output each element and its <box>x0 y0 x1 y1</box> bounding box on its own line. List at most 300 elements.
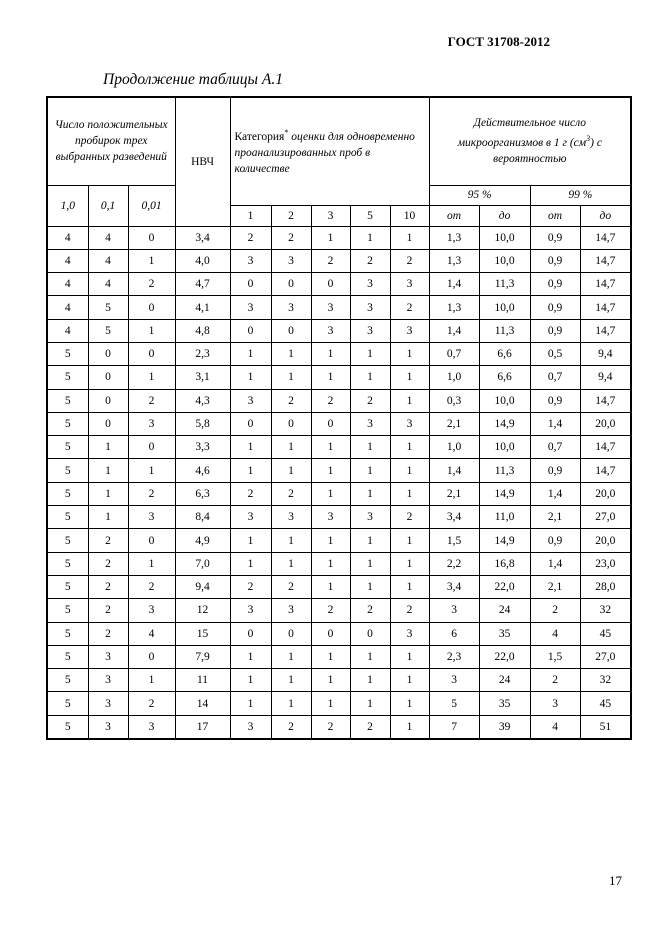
table-cell: 0 <box>311 622 350 645</box>
table-cell: 1 <box>350 645 390 668</box>
table-cell: 11 <box>175 669 230 692</box>
table-cell: 2 <box>271 389 311 412</box>
table-cell: 14,7 <box>580 249 631 272</box>
table-cell: 5 <box>47 529 88 552</box>
table-cell: 1 <box>390 366 429 389</box>
table-cell: 10,0 <box>479 226 530 249</box>
table-cell: 2 <box>390 599 429 622</box>
header-nvch: НВЧ <box>175 97 230 226</box>
table-cell: 3 <box>530 692 580 715</box>
table-row <box>47 366 631 389</box>
table-cell: 4 <box>47 296 88 319</box>
table-cell: 9,4 <box>580 342 631 365</box>
sample-count-10: 10 <box>390 205 429 226</box>
table-cell: 1 <box>350 226 390 249</box>
table-cell: 1 <box>128 552 175 575</box>
header-actual-count <box>429 97 631 185</box>
table-cell: 3 <box>271 249 311 272</box>
table-cell: 2 <box>271 715 311 739</box>
table-cell: 0 <box>88 389 128 412</box>
table-cell: 0,5 <box>530 342 580 365</box>
table-cell: 4,1 <box>175 296 230 319</box>
table-cell: 3 <box>128 599 175 622</box>
table-cell: 0,9 <box>530 319 580 342</box>
table-cell: 3 <box>128 506 175 529</box>
table-cell: 17 <box>175 715 230 739</box>
table-cell: 4 <box>47 273 88 296</box>
table-row <box>47 622 631 645</box>
table-cell: 1 <box>230 645 271 668</box>
table-cell: 0 <box>128 226 175 249</box>
table-cell: 1 <box>390 482 429 505</box>
table-cell: 1 <box>311 692 350 715</box>
table-cell: 1 <box>350 436 390 459</box>
table-cell: 11,3 <box>479 459 530 482</box>
header-positive-tubes: Число положительных пробирок трех выбранных разведений <box>47 97 175 185</box>
table-cell: 2 <box>311 389 350 412</box>
table-cell: 1 <box>390 552 429 575</box>
table-cell: 1 <box>271 342 311 365</box>
table-cell: 3 <box>88 645 128 668</box>
dilution-0-1: 0,1 <box>88 185 128 226</box>
table-cell: 3 <box>350 506 390 529</box>
table-cell: 2 <box>390 296 429 319</box>
table-cell: 2 <box>390 506 429 529</box>
table-cell: 3,1 <box>175 366 230 389</box>
table-row <box>47 459 631 482</box>
table-cell: 2,3 <box>429 645 479 668</box>
table-cell: 27,0 <box>580 506 631 529</box>
table-cell: 2 <box>390 249 429 272</box>
table-cell: 4 <box>128 622 175 645</box>
table-cell: 1 <box>311 669 350 692</box>
table-cell: 4 <box>530 715 580 739</box>
table-row <box>47 552 631 575</box>
table-cell: 35 <box>479 622 530 645</box>
table-cell: 5 <box>47 622 88 645</box>
table-cell: 3,4 <box>429 506 479 529</box>
table-row <box>47 319 631 342</box>
table-cell: 1 <box>230 342 271 365</box>
table-cell: 1 <box>390 575 429 598</box>
table-cell: 10,0 <box>479 249 530 272</box>
table-cell: 2 <box>271 575 311 598</box>
table-cell: 3 <box>128 715 175 739</box>
table-cell: 0,3 <box>429 389 479 412</box>
table-cell: 11,0 <box>479 506 530 529</box>
table-cell: 1 <box>311 366 350 389</box>
table-cell: 2 <box>350 715 390 739</box>
table-cell: 3 <box>88 669 128 692</box>
table-cell: 1 <box>311 645 350 668</box>
table-cell: 3 <box>311 296 350 319</box>
table-cell: 14,7 <box>580 273 631 296</box>
table-cell: 1 <box>230 669 271 692</box>
sample-count-3: 3 <box>311 205 350 226</box>
table-row <box>47 273 631 296</box>
table-cell: 5 <box>47 692 88 715</box>
table-cell: 7 <box>429 715 479 739</box>
table-cell: 6,6 <box>479 342 530 365</box>
table-cell: 1 <box>88 436 128 459</box>
table-cell: 1 <box>390 342 429 365</box>
table-cell: 1,3 <box>429 296 479 319</box>
mpn-table <box>46 96 632 740</box>
table-cell: 0 <box>271 273 311 296</box>
table-cell: 3 <box>88 715 128 739</box>
table-cell: 5 <box>47 342 88 365</box>
dilution-1-0: 1,0 <box>47 185 88 226</box>
table-cell: 4 <box>88 273 128 296</box>
table-cell: 1 <box>271 366 311 389</box>
table-cell: 1 <box>350 575 390 598</box>
table-cell: 1 <box>128 669 175 692</box>
table-cell: 3 <box>88 692 128 715</box>
table-row <box>47 436 631 459</box>
table-cell: 1 <box>311 436 350 459</box>
table-cell: 28,0 <box>580 575 631 598</box>
table-cell: 5 <box>47 552 88 575</box>
table-cell: 5 <box>47 645 88 668</box>
table-cell: 5 <box>88 296 128 319</box>
table-cell: 1 <box>128 249 175 272</box>
table-cell: 1 <box>271 529 311 552</box>
table-cell: 4 <box>47 226 88 249</box>
table-cell: 16,8 <box>479 552 530 575</box>
table-cell: 3 <box>230 506 271 529</box>
table-cell: 2 <box>271 226 311 249</box>
table-cell: 0,7 <box>530 436 580 459</box>
table-cell: 1 <box>390 715 429 739</box>
table-cell: 1,0 <box>429 366 479 389</box>
table-cell: 14,7 <box>580 319 631 342</box>
table-cell: 4,3 <box>175 389 230 412</box>
prob-99-header: 99 % <box>530 185 631 205</box>
table-cell: 2 <box>350 599 390 622</box>
table-cell: 7,9 <box>175 645 230 668</box>
table-cell: 2 <box>350 249 390 272</box>
table-cell: 5 <box>47 715 88 739</box>
table-cell: 1 <box>271 552 311 575</box>
table-caption: Продолжение таблицы А.1 <box>103 71 284 88</box>
header-category <box>230 97 429 205</box>
table-cell: 1 <box>128 319 175 342</box>
table-cell: 1 <box>311 575 350 598</box>
sample-count-1: 1 <box>230 205 271 226</box>
table-cell: 2 <box>530 599 580 622</box>
table-cell: 5 <box>88 319 128 342</box>
table-cell: 2 <box>128 575 175 598</box>
table-cell: 11,3 <box>479 273 530 296</box>
table-cell: 1 <box>271 669 311 692</box>
table-row <box>47 692 631 715</box>
table-cell: 1 <box>390 459 429 482</box>
table-cell: 20,0 <box>580 412 631 435</box>
table-cell: 14,7 <box>580 296 631 319</box>
table-cell: 1,5 <box>530 645 580 668</box>
table-cell: 1 <box>128 459 175 482</box>
table-cell: 5 <box>47 459 88 482</box>
table-cell: 1 <box>350 459 390 482</box>
table-cell: 0 <box>271 622 311 645</box>
table-cell: 32 <box>580 599 631 622</box>
table-cell: 4 <box>47 249 88 272</box>
table-cell: 0 <box>230 622 271 645</box>
from-99-header: от <box>530 205 580 226</box>
table-cell: 14,9 <box>479 529 530 552</box>
table-cell: 45 <box>580 622 631 645</box>
table-cell: 2,1 <box>429 412 479 435</box>
table-cell: 14,7 <box>580 389 631 412</box>
table-cell: 1 <box>271 459 311 482</box>
table-cell: 1,5 <box>429 529 479 552</box>
table-cell: 3,4 <box>175 226 230 249</box>
table-cell: 3 <box>390 622 429 645</box>
table-cell: 5 <box>47 389 88 412</box>
table-cell: 4,0 <box>175 249 230 272</box>
table-cell: 1,0 <box>429 436 479 459</box>
dilution-0-01: 0,01 <box>128 185 175 226</box>
table-cell: 1 <box>390 226 429 249</box>
prob-95-header: 95 % <box>429 185 530 205</box>
table-row <box>47 506 631 529</box>
header-actual-sup: 3 <box>586 134 591 144</box>
table-cell: 1 <box>350 669 390 692</box>
table-cell: 3 <box>230 599 271 622</box>
table-cell: 0,9 <box>530 389 580 412</box>
table-cell: 3 <box>271 296 311 319</box>
table-cell: 10,0 <box>479 296 530 319</box>
table-cell: 14,7 <box>580 436 631 459</box>
table-row <box>47 715 631 739</box>
table-cell: 0,9 <box>530 249 580 272</box>
table-cell: 2 <box>88 599 128 622</box>
table-cell: 3 <box>230 715 271 739</box>
table-cell: 3 <box>350 273 390 296</box>
table-row <box>47 599 631 622</box>
table-cell: 6 <box>429 622 479 645</box>
table-cell: 3 <box>429 599 479 622</box>
table-cell: 1,4 <box>530 412 580 435</box>
table-cell: 1 <box>271 692 311 715</box>
table-cell: 0 <box>230 319 271 342</box>
table-cell: 24 <box>479 669 530 692</box>
sample-count-2: 2 <box>271 205 311 226</box>
table-cell: 10,0 <box>479 436 530 459</box>
table-cell: 4,6 <box>175 459 230 482</box>
table-cell: 3 <box>230 249 271 272</box>
table-cell: 3 <box>271 506 311 529</box>
table-cell: 3 <box>390 412 429 435</box>
table-cell: 2,3 <box>175 342 230 365</box>
table-cell: 1 <box>230 366 271 389</box>
table-cell: 27,0 <box>580 645 631 668</box>
table-row <box>47 669 631 692</box>
table-cell: 0 <box>230 412 271 435</box>
table-cell: 3 <box>230 389 271 412</box>
table-cell: 2,1 <box>530 506 580 529</box>
table-cell: 1,4 <box>530 482 580 505</box>
table-cell: 2 <box>128 692 175 715</box>
table-row <box>47 529 631 552</box>
table-cell: 0 <box>350 622 390 645</box>
table-cell: 2 <box>88 552 128 575</box>
table-cell: 20,0 <box>580 529 631 552</box>
table-body <box>47 226 631 739</box>
table-cell: 0 <box>271 412 311 435</box>
table-cell: 0,9 <box>530 296 580 319</box>
table-cell: 1 <box>230 692 271 715</box>
table-cell: 2 <box>530 669 580 692</box>
header-category-suffix: оценки для одновременно проанализированных проб в количестве <box>234 131 415 176</box>
table-cell: 51 <box>580 715 631 739</box>
table-cell: 2 <box>128 482 175 505</box>
table-cell: 0 <box>311 273 350 296</box>
table-cell: 0 <box>230 273 271 296</box>
table-cell: 1 <box>390 529 429 552</box>
table-cell: 3 <box>271 599 311 622</box>
table-cell: 1,3 <box>429 249 479 272</box>
table-cell: 3 <box>230 296 271 319</box>
document-code: ГОСТ 31708-2012 <box>447 34 550 49</box>
table-cell: 0 <box>88 366 128 389</box>
table-cell: 1 <box>88 506 128 529</box>
table-cell: 14,7 <box>580 459 631 482</box>
table-cell: 1,4 <box>429 273 479 296</box>
table-cell: 1 <box>350 552 390 575</box>
table-cell: 0,9 <box>530 459 580 482</box>
to-99-header: до <box>580 205 631 226</box>
table-cell: 2 <box>311 599 350 622</box>
table-cell: 4 <box>47 319 88 342</box>
table-cell: 2 <box>230 482 271 505</box>
table-cell: 1 <box>350 692 390 715</box>
page-number: 17 <box>609 873 622 888</box>
table-cell: 5 <box>47 436 88 459</box>
table-cell: 2 <box>88 529 128 552</box>
table-cell: 0,7 <box>530 366 580 389</box>
table-cell: 3 <box>311 319 350 342</box>
table-cell: 0 <box>128 296 175 319</box>
table-cell: 0 <box>128 342 175 365</box>
table-cell: 5 <box>47 599 88 622</box>
table-cell: 3 <box>128 412 175 435</box>
table-cell: 23,0 <box>580 552 631 575</box>
table-cell: 0,7 <box>429 342 479 365</box>
table-cell: 1 <box>230 552 271 575</box>
table-cell: 3,4 <box>429 575 479 598</box>
table-cell: 20,0 <box>580 482 631 505</box>
table-cell: 1 <box>311 459 350 482</box>
table-cell: 0 <box>271 319 311 342</box>
table-cell: 1,4 <box>530 552 580 575</box>
table-cell: 1,4 <box>429 459 479 482</box>
table-cell: 0,9 <box>530 529 580 552</box>
table-cell: 4,8 <box>175 319 230 342</box>
table-cell: 22,0 <box>479 645 530 668</box>
table-cell: 2 <box>128 389 175 412</box>
table-cell: 5 <box>47 482 88 505</box>
table-cell: 1 <box>230 459 271 482</box>
table-cell: 15 <box>175 622 230 645</box>
table-cell: 5 <box>47 669 88 692</box>
table-row <box>47 412 631 435</box>
table-cell: 0 <box>88 412 128 435</box>
table-cell: 14,9 <box>479 412 530 435</box>
table-cell: 1,3 <box>429 226 479 249</box>
table-cell: 14 <box>175 692 230 715</box>
table-cell: 5 <box>47 366 88 389</box>
table-cell: 6,6 <box>479 366 530 389</box>
table-cell: 1 <box>230 436 271 459</box>
table-cell: 1 <box>230 529 271 552</box>
table-row <box>47 249 631 272</box>
table-cell: 0 <box>128 436 175 459</box>
table-cell: 7,0 <box>175 552 230 575</box>
table-cell: 6,3 <box>175 482 230 505</box>
table-cell: 1 <box>390 436 429 459</box>
table-row <box>47 342 631 365</box>
table-cell: 14,9 <box>479 482 530 505</box>
table-cell: 2 <box>271 482 311 505</box>
table-cell: 4 <box>88 249 128 272</box>
table-cell: 3 <box>390 273 429 296</box>
table-cell: 3 <box>390 319 429 342</box>
table-cell: 5 <box>47 412 88 435</box>
table-cell: 0 <box>311 412 350 435</box>
table-cell: 1 <box>390 692 429 715</box>
table-cell: 2 <box>128 273 175 296</box>
header-actual-text: Действительное число микроорганизмов в 1 г (см <box>457 117 587 150</box>
table-cell: 22,0 <box>479 575 530 598</box>
table-cell: 3 <box>350 319 390 342</box>
table-cell: 3,3 <box>175 436 230 459</box>
table-cell: 2 <box>311 249 350 272</box>
table-cell: 4,7 <box>175 273 230 296</box>
table-cell: 3 <box>350 296 390 319</box>
table-cell: 2 <box>350 389 390 412</box>
table-cell: 1 <box>311 552 350 575</box>
table-cell: 1 <box>311 226 350 249</box>
table-cell: 1 <box>311 482 350 505</box>
table-cell: 1 <box>128 366 175 389</box>
table-cell: 0,9 <box>530 273 580 296</box>
table-cell: 14,7 <box>580 226 631 249</box>
table-cell: 2 <box>88 622 128 645</box>
table-cell: 39 <box>479 715 530 739</box>
table-cell: 1 <box>350 342 390 365</box>
table-cell: 3 <box>311 506 350 529</box>
table-cell: 1 <box>271 645 311 668</box>
table-cell: 45 <box>580 692 631 715</box>
table-cell: 9,4 <box>580 366 631 389</box>
table-cell: 1,4 <box>429 319 479 342</box>
table-cell: 3 <box>350 412 390 435</box>
table-cell: 4,9 <box>175 529 230 552</box>
table-cell: 2 <box>311 715 350 739</box>
table-cell: 2 <box>230 226 271 249</box>
table-cell: 24 <box>479 599 530 622</box>
table-cell: 9,4 <box>175 575 230 598</box>
table-row <box>47 389 631 412</box>
table-cell: 5,8 <box>175 412 230 435</box>
table-cell: 2,1 <box>429 482 479 505</box>
table-cell: 32 <box>580 669 631 692</box>
table-cell: 1 <box>390 389 429 412</box>
header-actual-text-end: ) с вероятностью <box>493 137 602 166</box>
table-cell: 10,0 <box>479 389 530 412</box>
table-cell: 1 <box>271 436 311 459</box>
